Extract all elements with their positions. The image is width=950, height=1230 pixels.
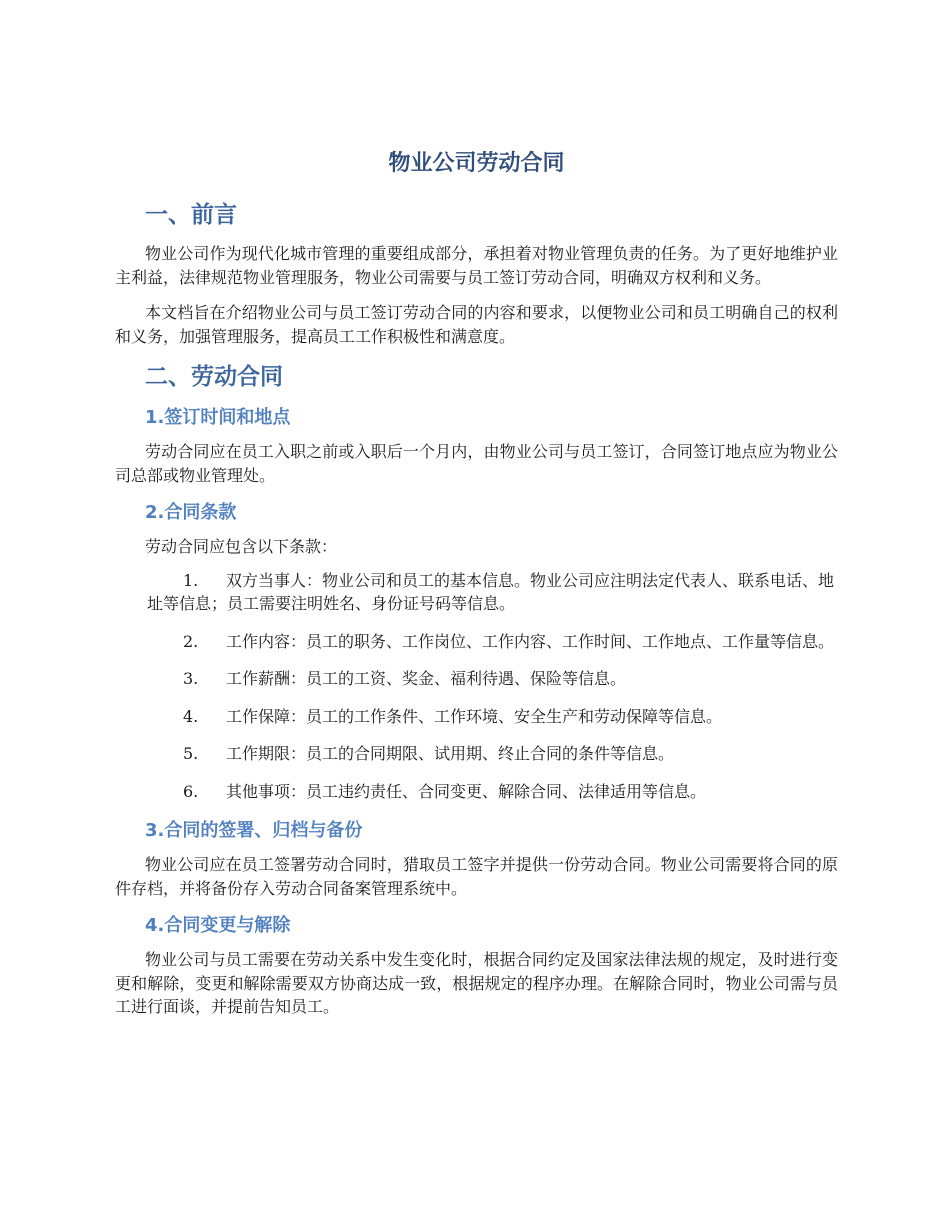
- list-item: [147, 569, 838, 616]
- list-item-number: 5.: [183, 744, 199, 763]
- subheading-signing-time-place: 1.签订时间和地点: [145, 407, 291, 428]
- signing-archiving-paragraph: 物业公司应在员工签署劳动合同时，猎取员工签字并提供一份劳动合同。物业公司需要将合同的原件存档，并将备份存入劳动合同备案管理系统中。: [115, 855, 838, 898]
- list-item-text: 工作期限：员工的合同期限、试用期、终止合同的条件等信息。: [226, 744, 675, 763]
- subheading-signing-archiving: 3.合同的签署、归档与备份: [145, 820, 363, 841]
- list-item: [147, 630, 838, 654]
- list-item: [147, 780, 838, 804]
- preface-paragraph-2: 本文档旨在介绍物业公司与员工签订劳动合同的内容和要求，以便物业公司和员工明确自己的权利和义务，加强管理服务，提高员工工作积极性和满意度。: [115, 303, 838, 346]
- contract-terms-intro: 劳动合同应包含以下条款：: [145, 537, 338, 556]
- list-item-number: 4.: [183, 706, 199, 726]
- list-item-number: 6.: [183, 781, 199, 801]
- document-title: 物业公司劳动合同: [388, 151, 565, 176]
- section-heading-contract: 二、劳动合同: [145, 364, 283, 390]
- change-termination-paragraph: 物业公司与员工需要在劳动关系中发生变化时，根据合同约定及国家法律法规的规定，及时进行变更和解除，变更和解除需要双方协商达成一致，根据规定的程序办理。在解除合同时，物业公司需与员工进行面谈，并提前告知员工。: [115, 950, 838, 1016]
- list-item: [147, 742, 838, 766]
- list-item: [147, 667, 838, 691]
- subheading-contract-terms: 2.合同条款: [145, 502, 237, 523]
- list-item-text: 其他事项：员工违约责任、合同变更、解除合同、法律适用等信息。: [226, 781, 707, 801]
- list-item-number: 1.: [183, 570, 199, 590]
- list-item-text: 工作内容：员工的职务、工作岗位、工作内容、工作时间、工作地点、工作量等信息。: [226, 631, 835, 651]
- preface-paragraph-1: 物业公司作为现代化城市管理的重要组成部分，承担着对物业管理负责的任务。为了更好地维护业主利益，法律规范物业管理服务，物业公司需要与员工签订劳动合同，明确双方权利和义务。: [115, 244, 838, 287]
- list-item-text: 工作保障：员工的工作条件、工作环境、安全生产和劳动保障等信息。: [226, 706, 723, 726]
- list-item-text: 双方当事人：物业公司和员工的基本信息。物业公司应注明法定代表人、联系电话、地址等信息；员工需要注明姓名、身份证号码等信息。: [147, 570, 835, 613]
- contract-terms-list: [115, 569, 838, 804]
- list-item-number: 3.: [183, 669, 199, 688]
- subheading-change-termination: 4.合同变更与解除: [145, 915, 291, 936]
- list-item: [147, 705, 838, 729]
- signing-time-place-paragraph: 劳动合同应在员工入职之前或入职后一个月内，由物业公司与员工签订，合同签订地点应为物业公司总部或物业管理处。: [115, 442, 838, 485]
- list-item-number: 2.: [183, 631, 199, 651]
- section-heading-preface: 一、前言: [145, 202, 237, 228]
- list-item-text: 工作薪酬：员工的工资、奖金、福利待遇、保险等信息。: [226, 669, 627, 688]
